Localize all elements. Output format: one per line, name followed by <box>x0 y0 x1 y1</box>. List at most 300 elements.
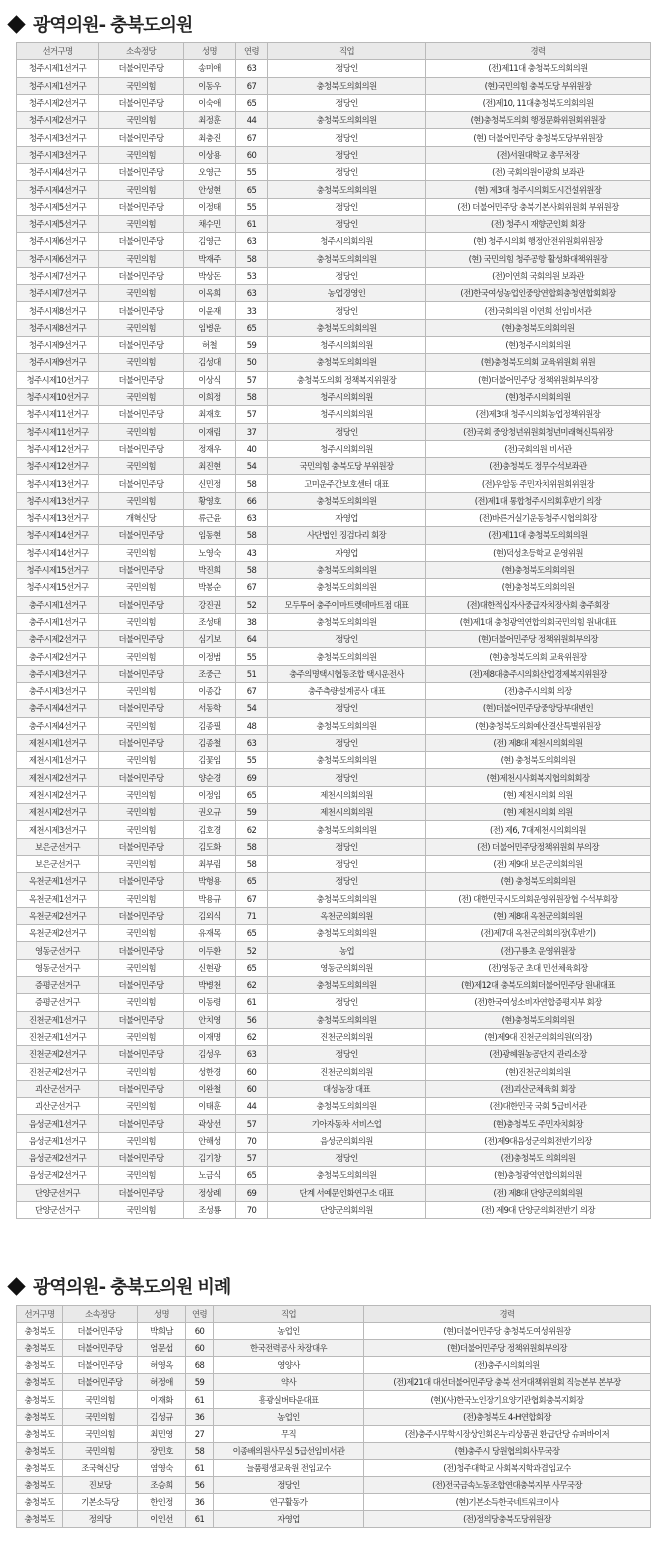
name-cell: 김꽃임 <box>184 752 236 769</box>
party-cell: 정의당 <box>63 1511 138 1528</box>
occupation-cell: 농업인 <box>214 1323 364 1340</box>
table-row <box>17 1408 651 1425</box>
table-row <box>17 492 651 509</box>
career-cell: (현)청주시의회의원 <box>426 388 651 405</box>
occupation-cell: 한국전력공사 차장대우 <box>214 1340 364 1357</box>
name-cell: 이동우 <box>184 77 236 94</box>
district-cell: 단양군선거구 <box>17 1201 99 1218</box>
age-cell: 67 <box>236 579 268 596</box>
career-cell: (전)제11대 충청북도의회의원 <box>426 527 651 544</box>
name-cell: 채수민 <box>184 215 236 232</box>
occupation-cell: 고미운주간보호센터 대표 <box>268 475 426 492</box>
party-cell: 더불어민주당 <box>63 1323 138 1340</box>
party-cell: 국민의힘 <box>99 682 184 699</box>
column-header: 선거구명 <box>17 1306 63 1323</box>
career-cell: (전) 청주시 재향군인회 회장 <box>426 215 651 232</box>
age-cell: 58 <box>236 855 268 872</box>
district-cell: 청주시제5선거구 <box>17 215 99 232</box>
party-cell: 더불어민주당 <box>99 371 184 388</box>
table-row <box>17 1476 651 1493</box>
name-cell: 이정범 <box>184 648 236 665</box>
occupation-cell: 정당인 <box>268 1046 426 1063</box>
name-cell: 정상례 <box>184 1184 236 1201</box>
table-row <box>17 544 651 561</box>
career-cell: (현)충청북도의회의원 <box>426 1011 651 1028</box>
occupation-cell: 정당인 <box>268 700 426 717</box>
table-row <box>17 682 651 699</box>
career-cell: (현)덕성초등학교 운영위원 <box>426 544 651 561</box>
career-cell: (전)충청북도 의회의원 <box>426 1150 651 1167</box>
party-cell: 국민의힘 <box>99 1201 184 1218</box>
party-cell: 진보당 <box>63 1476 138 1493</box>
district-cell: 청주시제7선거구 <box>17 267 99 284</box>
occupation-cell: 진천군의회의원 <box>268 1063 426 1080</box>
age-cell: 69 <box>236 1184 268 1201</box>
occupation-cell: 충청북도의회의원 <box>268 752 426 769</box>
table-row <box>17 1357 651 1374</box>
party-cell: 더불어민주당 <box>99 907 184 924</box>
district-cell: 청주시제2선거구 <box>17 94 99 111</box>
party-cell: 더불어민주당 <box>99 596 184 613</box>
table-row <box>17 1167 651 1184</box>
career-cell: (현)더불어민주당 정책위원회부의장 <box>364 1340 651 1357</box>
name-cell: 허철 <box>184 337 236 354</box>
occupation-cell: 정당인 <box>268 631 426 648</box>
table-row <box>17 907 651 924</box>
name-cell: 노영숙 <box>184 544 236 561</box>
table-row <box>17 1063 651 1080</box>
party-cell: 더불어민주당 <box>99 769 184 786</box>
district-cell: 제천시제2선거구 <box>17 804 99 821</box>
age-cell: 57 <box>236 371 268 388</box>
age-cell: 52 <box>236 596 268 613</box>
district-cell: 청주시제1선거구 <box>17 60 99 77</box>
career-cell: (전)국회의원 비서관 <box>426 440 651 457</box>
district-cell: 충청북도 <box>17 1476 63 1493</box>
name-cell: 김영근 <box>184 233 236 250</box>
table-row <box>17 1442 651 1459</box>
table-row <box>17 94 651 111</box>
occupation-cell: 단양군의회의원 <box>268 1201 426 1218</box>
name-cell: 양순경 <box>184 769 236 786</box>
table-row <box>17 198 651 215</box>
name-cell: 최부림 <box>184 855 236 872</box>
name-cell: 류근윤 <box>184 510 236 527</box>
career-cell: (전) 제9대 단양군의회전반기 의장 <box>426 1201 651 1218</box>
table-row <box>17 1323 651 1340</box>
district-cell: 청주시제14선거구 <box>17 527 99 544</box>
party-cell: 국민의힘 <box>99 804 184 821</box>
age-cell: 63 <box>236 510 268 527</box>
district-cell: 음성군제1선거구 <box>17 1115 99 1132</box>
age-cell: 55 <box>236 198 268 215</box>
district-cell: 청주시제12선거구 <box>17 458 99 475</box>
district-cell: 충주시제4선거구 <box>17 700 99 717</box>
occupation-cell: 정당인 <box>268 60 426 77</box>
age-cell: 67 <box>236 890 268 907</box>
age-cell: 37 <box>236 423 268 440</box>
name-cell: 조중근 <box>184 665 236 682</box>
occupation-cell: 청주시의회의원 <box>268 440 426 457</box>
occupation-cell: 영동군의회의원 <box>268 959 426 976</box>
occupation-cell: 충청북도의회의원 <box>268 112 426 129</box>
party-cell: 더불어민주당 <box>99 1150 184 1167</box>
party-cell: 더불어민주당 <box>99 561 184 578</box>
name-cell: 신민정 <box>184 475 236 492</box>
district-cell: 청주시제7선거구 <box>17 285 99 302</box>
name-cell: 조성태 <box>184 613 236 630</box>
age-cell: 60 <box>236 1063 268 1080</box>
career-cell: (전)제8대충주시의회산업경제복지위원장 <box>426 665 651 682</box>
table-row <box>17 1011 651 1028</box>
age-cell: 59 <box>236 804 268 821</box>
occupation-cell: 정당인 <box>268 855 426 872</box>
age-cell: 44 <box>236 112 268 129</box>
career-cell: (현) 제3대 청주시의회도시건설위원장 <box>426 181 651 198</box>
party-cell: 국민의힘 <box>99 354 184 371</box>
occupation-cell: 농업인 <box>214 1408 364 1425</box>
district-cell: 충청북도 <box>17 1340 63 1357</box>
district-cell: 제천시제1선거구 <box>17 734 99 751</box>
table-row <box>17 129 651 146</box>
district-cell: 청주시제4선거구 <box>17 164 99 181</box>
party-cell: 국민의힘 <box>99 423 184 440</box>
column-header: 선거구명 <box>17 43 99 60</box>
name-cell: 박형용 <box>184 873 236 890</box>
name-cell: 박용규 <box>184 890 236 907</box>
district-cell: 제천시제2선거구 <box>17 786 99 803</box>
career-cell: (전)한국여성농업인중앙연합회충청연합회회장 <box>426 285 651 302</box>
occupation-cell: 충청북도의회의원 <box>268 717 426 734</box>
occupation-cell: 정당인 <box>268 164 426 181</box>
party-cell: 더불어민주당 <box>63 1340 138 1357</box>
table-row <box>17 1028 651 1045</box>
district-cell: 청주시제12선거구 <box>17 440 99 457</box>
name-cell: 이두환 <box>184 942 236 959</box>
occupation-cell: 농업경영인 <box>268 285 426 302</box>
occupation-cell: 정당인 <box>268 198 426 215</box>
career-cell: (현)제1대 충청광역연합의회국민의힘 원내대표 <box>426 613 651 630</box>
age-cell: 61 <box>236 994 268 1011</box>
occupation-cell: 국민의힘 충북도당 부위원장 <box>268 458 426 475</box>
table-header-row <box>17 1306 651 1323</box>
career-cell: (전) 제9대 보은군의회의원 <box>426 855 651 872</box>
career-cell: (현)국민의힘 충북도당 부위원장 <box>426 77 651 94</box>
party-cell: 국민의힘 <box>99 1028 184 1045</box>
occupation-cell: 충청북도의회의원 <box>268 319 426 336</box>
party-cell: 국민의힘 <box>99 1098 184 1115</box>
career-cell: (전)이연희 국회의원 보좌관 <box>426 267 651 284</box>
party-cell: 조국혁신당 <box>63 1459 138 1476</box>
career-cell: (현)더불어민주당 충청북도여성위원장 <box>364 1323 651 1340</box>
age-cell: 58 <box>236 838 268 855</box>
occupation-cell: 충청북도의회의원 <box>268 77 426 94</box>
occupation-cell: 흥광실버타운대표 <box>214 1391 364 1408</box>
district-cell: 괴산군선거구 <box>17 1080 99 1097</box>
career-cell: (현) 제천시의회 의원 <box>426 804 651 821</box>
table-row <box>17 1132 651 1149</box>
age-cell: 27 <box>186 1425 214 1442</box>
occupation-cell: 충청북도의회의원 <box>268 492 426 509</box>
district-cell: 충주시제3선거구 <box>17 665 99 682</box>
career-cell: (현)충청북도 주민자치회장 <box>426 1115 651 1132</box>
career-cell: (현) 국민의힘 청주공항 활성화대책위원장 <box>426 250 651 267</box>
name-cell: 이인선 <box>138 1511 186 1528</box>
career-cell: (현)더불어민주당중앙당부대변인 <box>426 700 651 717</box>
age-cell: 70 <box>236 1132 268 1149</box>
name-cell: 박희남 <box>138 1323 186 1340</box>
table-row <box>17 821 651 838</box>
table-row <box>17 146 651 163</box>
name-cell: 이희정 <box>184 388 236 405</box>
age-cell: 44 <box>236 1098 268 1115</box>
district-cell: 청주시제13선거구 <box>17 492 99 509</box>
career-cell: (전) 제8대 제천시의회의원 <box>426 734 651 751</box>
occupation-cell: 자영업 <box>214 1511 364 1528</box>
district-cell: 청주시제1선거구 <box>17 77 99 94</box>
section-title-proportional <box>0 1272 230 1300</box>
career-cell: (현)충주시 당원협의회사무국장 <box>364 1442 651 1459</box>
table-row <box>17 752 651 769</box>
occupation-cell: 충청북도의회의원 <box>268 1098 426 1115</box>
name-cell: 이종갑 <box>184 682 236 699</box>
occupation-cell: 충청북도의회의원 <box>268 648 426 665</box>
district-cell: 청주시제15선거구 <box>17 579 99 596</box>
name-cell: 유재목 <box>184 925 236 942</box>
table-row <box>17 371 651 388</box>
occupation-cell: 정당인 <box>268 873 426 890</box>
career-cell: (전) 대한민국시도의회운영위원장협 수석부회장 <box>426 890 651 907</box>
career-cell: (전)우암동 주민자치위원회위원장 <box>426 475 651 492</box>
party-cell: 더불어민주당 <box>99 1011 184 1028</box>
party-cell: 국민의힘 <box>99 285 184 302</box>
occupation-cell: 단계 서예문인화연구소 대표 <box>268 1184 426 1201</box>
age-cell: 57 <box>236 1115 268 1132</box>
party-cell: 국민의힘 <box>99 112 184 129</box>
name-cell: 노금식 <box>184 1167 236 1184</box>
diamond-bullet-icon <box>7 1277 25 1295</box>
career-cell: (전) 더불어민주당 충북기본사회위원회 부위원장 <box>426 198 651 215</box>
age-cell: 43 <box>236 544 268 561</box>
career-cell: (전)청주대학교 사회복지학과겸임교수 <box>364 1459 651 1476</box>
table-row <box>17 925 651 942</box>
table-row <box>17 1184 651 1201</box>
table-row <box>17 181 651 198</box>
career-cell: (전) 제8대 단양군의회의원 <box>426 1184 651 1201</box>
career-cell: (현)기본소득한국네트워크이사 <box>364 1494 651 1511</box>
career-cell: (현)제9대 진천군의회의원(의장) <box>426 1028 651 1045</box>
column-header: 성명 <box>184 43 236 60</box>
name-cell: 박상돈 <box>184 267 236 284</box>
party-cell: 국민의힘 <box>99 994 184 1011</box>
age-cell: 70 <box>236 1201 268 1218</box>
occupation-cell: 자영업 <box>268 510 426 527</box>
party-cell: 더불어민주당 <box>99 475 184 492</box>
district-cell: 청주시제2선거구 <box>17 112 99 129</box>
party-cell: 더불어민주당 <box>99 1115 184 1132</box>
occupation-cell: 충청북도의회의원 <box>268 890 426 907</box>
career-cell: (전)충주시의회 의장 <box>426 682 651 699</box>
district-cell: 청주시제5선거구 <box>17 198 99 215</box>
district-cell: 진천군제2선거구 <box>17 1046 99 1063</box>
district-cell: 충청북도 <box>17 1391 63 1408</box>
party-cell: 더불어민주당 <box>99 60 184 77</box>
party-cell: 국민의힘 <box>99 1063 184 1080</box>
table-row <box>17 510 651 527</box>
district-candidates-table <box>16 42 651 1219</box>
party-cell: 국민의힘 <box>63 1442 138 1459</box>
district-cell: 음성군제2선거구 <box>17 1167 99 1184</box>
age-cell: 71 <box>236 907 268 924</box>
party-cell: 더불어민주당 <box>99 129 184 146</box>
district-cell: 청주시제6선거구 <box>17 233 99 250</box>
party-cell: 더불어민주당 <box>99 302 184 319</box>
career-cell: (전)제9대음성군의회전반기의장 <box>426 1132 651 1149</box>
name-cell: 임병운 <box>184 319 236 336</box>
name-cell: 임동현 <box>184 527 236 544</box>
age-cell: 36 <box>186 1494 214 1511</box>
age-cell: 54 <box>236 700 268 717</box>
name-cell: 이재림 <box>184 423 236 440</box>
column-header: 소속정당 <box>63 1306 138 1323</box>
table-row <box>17 475 651 492</box>
column-header: 연령 <box>186 1306 214 1323</box>
party-cell: 더불어민주당 <box>99 631 184 648</box>
career-cell: (전)한국여성소비자연합증평지부 회장 <box>426 994 651 1011</box>
age-cell: 59 <box>236 337 268 354</box>
occupation-cell: 정당인 <box>268 769 426 786</box>
occupation-cell: 청주시의회의원 <box>268 233 426 250</box>
district-cell: 충주시제1선거구 <box>17 596 99 613</box>
career-cell: (전)서원대학교 총무처장 <box>426 146 651 163</box>
table-row <box>17 838 651 855</box>
career-cell: (현)(사)한국노인장기요양기관협회충북지회장 <box>364 1391 651 1408</box>
age-cell: 55 <box>236 164 268 181</box>
table-row <box>17 285 651 302</box>
age-cell: 65 <box>236 181 268 198</box>
district-cell: 영동군선거구 <box>17 942 99 959</box>
party-cell: 국민의힘 <box>99 181 184 198</box>
party-cell: 국민의힘 <box>99 492 184 509</box>
career-cell: (전)국회의원 이연희 선임비서관 <box>426 302 651 319</box>
occupation-cell: 정당인 <box>268 423 426 440</box>
party-cell: 국민의힘 <box>63 1408 138 1425</box>
occupation-cell: 충청북도의회의원 <box>268 925 426 942</box>
occupation-cell: 정당인 <box>268 267 426 284</box>
age-cell: 60 <box>236 1080 268 1097</box>
age-cell: 56 <box>236 1011 268 1028</box>
name-cell: 이정임 <box>184 786 236 803</box>
name-cell: 허정애 <box>138 1374 186 1391</box>
career-cell: (현)제12대 충북도의회더불어민주당 원내대표 <box>426 977 651 994</box>
party-cell: 국민의힘 <box>63 1425 138 1442</box>
party-cell: 국민의힘 <box>99 250 184 267</box>
district-cell: 충주시제2선거구 <box>17 648 99 665</box>
name-cell: 황영호 <box>184 492 236 509</box>
party-cell: 개혁신당 <box>99 510 184 527</box>
district-cell: 청주시제13선거구 <box>17 475 99 492</box>
district-cell: 청주시제14선거구 <box>17 544 99 561</box>
party-cell: 더불어민주당 <box>99 164 184 181</box>
district-cell: 제천시제3선거구 <box>17 821 99 838</box>
age-cell: 57 <box>236 1150 268 1167</box>
table-row <box>17 734 651 751</box>
table-row <box>17 1391 651 1408</box>
name-cell: 성한경 <box>184 1063 236 1080</box>
name-cell: 안치영 <box>184 1011 236 1028</box>
table-row <box>17 354 651 371</box>
table-row <box>17 319 651 336</box>
party-cell: 더불어민주당 <box>99 267 184 284</box>
occupation-cell: 연구활동가 <box>214 1494 364 1511</box>
table-row <box>17 561 651 578</box>
occupation-cell: 청주시의회의원 <box>268 337 426 354</box>
age-cell: 65 <box>236 94 268 111</box>
occupation-cell: 충주측량설계공사 대표 <box>268 682 426 699</box>
occupation-cell: 정당인 <box>268 994 426 1011</box>
table-row <box>17 1511 651 1528</box>
table-row <box>17 60 651 77</box>
table-row <box>17 302 651 319</box>
table-row <box>17 164 651 181</box>
age-cell: 63 <box>236 60 268 77</box>
occupation-cell: 충청북도의회의원 <box>268 1167 426 1184</box>
district-cell: 옥천군제1선거구 <box>17 873 99 890</box>
table-row <box>17 112 651 129</box>
party-cell: 기본소득당 <box>63 1494 138 1511</box>
age-cell: 58 <box>236 475 268 492</box>
district-cell: 청주시제10선거구 <box>17 371 99 388</box>
career-cell: (전)전국금속노동조합연대충북지부 사무국장 <box>364 1476 651 1493</box>
career-cell: (전)대한민국 국회 5급비서관 <box>426 1098 651 1115</box>
age-cell: 58 <box>236 250 268 267</box>
table-row <box>17 717 651 734</box>
table-row <box>17 579 651 596</box>
district-cell: 단양군선거구 <box>17 1184 99 1201</box>
age-cell: 65 <box>236 925 268 942</box>
party-cell: 더불어민주당 <box>99 838 184 855</box>
district-cell: 옥천군제2선거구 <box>17 925 99 942</box>
age-cell: 67 <box>236 129 268 146</box>
name-cell: 김성규 <box>138 1408 186 1425</box>
name-cell: 심기보 <box>184 631 236 648</box>
occupation-cell: 정당인 <box>268 1150 426 1167</box>
table-row <box>17 977 651 994</box>
occupation-cell: 충청북도의회의원 <box>268 561 426 578</box>
table-row <box>17 423 651 440</box>
party-cell: 국민의힘 <box>99 146 184 163</box>
career-cell: (현)충청북도의회의원 <box>426 579 651 596</box>
party-cell: 더불어민주당 <box>99 1080 184 1097</box>
name-cell: 엄문섭 <box>138 1340 186 1357</box>
career-cell: (전) 제6, 7대제천시의회의원 <box>426 821 651 838</box>
party-cell: 더불어민주당 <box>99 198 184 215</box>
occupation-cell: 진천군의회의원 <box>268 1028 426 1045</box>
party-cell: 국민의힘 <box>99 1167 184 1184</box>
occupation-cell: 이종배의원사무실 5급선임비서관 <box>214 1442 364 1459</box>
age-cell: 61 <box>236 215 268 232</box>
age-cell: 60 <box>186 1323 214 1340</box>
district-cell: 충청북도 <box>17 1511 63 1528</box>
age-cell: 55 <box>236 648 268 665</box>
age-cell: 56 <box>186 1476 214 1493</box>
occupation-cell: 옥천군의회의원 <box>268 907 426 924</box>
age-cell: 64 <box>236 631 268 648</box>
name-cell: 박재주 <box>184 250 236 267</box>
table-row <box>17 77 651 94</box>
district-cell: 진천군제1선거구 <box>17 1011 99 1028</box>
district-cell: 보은군선거구 <box>17 855 99 872</box>
